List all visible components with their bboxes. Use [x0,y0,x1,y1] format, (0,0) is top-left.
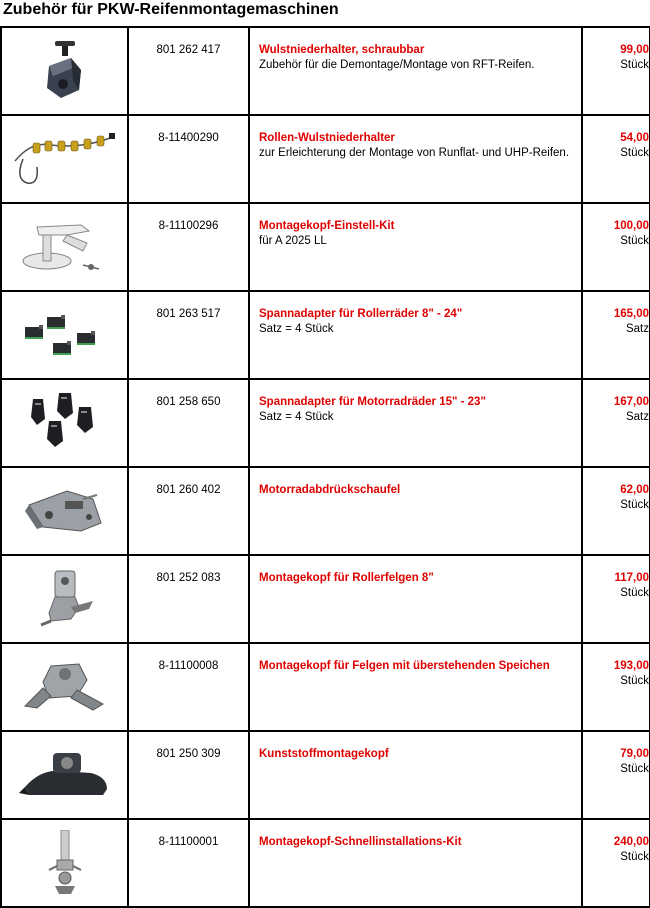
product-description: Satz = 4 Stück [259,323,334,335]
table-row [1,379,650,467]
price-amount: 99,00 [620,44,649,56]
product-name: Montagekopf für Rollerfelgen 8" [259,572,434,584]
table-row [1,115,650,203]
price-unit: Stück [620,675,649,687]
product-name: Montagekopf-Schnellinstallations-Kit [259,836,462,848]
bead-breaker-image [2,485,127,537]
product-description: Satz = 4 Stück [259,411,334,423]
price-amount: 79,00 [620,748,649,760]
product-image-cell [1,555,128,643]
price-amount: 54,00 [620,132,649,144]
product-image-cell [1,27,128,115]
price-cell [582,203,650,291]
product-image-cell [1,115,128,203]
description-cell [249,555,582,643]
product-image-cell [1,379,128,467]
page-title: Zubehör für PKW-Reifenmontagemaschinen [3,1,339,18]
table-row [1,731,650,819]
price-cell [582,291,650,379]
quick-install-image [2,830,127,896]
product-name: Montagekopf-Einstell-Kit [259,220,395,232]
article-number: 8-11100296 [128,203,249,291]
product-image-cell [1,203,128,291]
price-cell [582,115,650,203]
table-row [1,819,650,907]
product-image-cell [1,643,128,731]
product-name: Montagekopf für Felgen mit überstehenden Speichen [259,660,550,672]
price-amount: 240,00 [613,836,649,848]
description-cell [249,467,582,555]
description-cell [249,379,582,467]
product-name: Spannadapter für Rollerräder 8" - 24" [259,308,463,320]
price-cell [582,555,650,643]
product-name: Spannadapter für Motorradräder 15" - 23" [259,396,486,408]
scooter-adapter-image [2,307,127,363]
price-unit: Stück [620,763,649,775]
price-amount: 100,00 [613,220,649,232]
article-number: 801 258 650 [128,379,249,467]
price-cell [582,27,650,115]
product-description: für A 2025 LL [259,235,327,247]
description-cell [249,731,582,819]
product-image-cell [1,731,128,819]
price-unit: Satz [625,323,649,335]
description-cell [249,203,582,291]
motorcycle-adapter-image [2,391,127,455]
roller-chain-image [2,131,127,187]
article-number: 8-11100008 [128,643,249,731]
scooter-head-image [2,567,127,631]
article-number: 801 252 083 [128,555,249,643]
price-unit: Stück [620,499,649,511]
description-cell [249,819,582,907]
product-description: Zubehör für die Demontage/Montage von RFT-Reifen. [259,59,535,71]
price-unit: Stück [620,147,649,159]
price-cell [582,467,650,555]
description-cell [249,291,582,379]
price-cell [582,379,650,467]
price-amount: 117,00 [614,572,649,584]
table-row [1,291,650,379]
plastic-head-image [2,747,127,803]
description-cell [249,643,582,731]
article-number: 801 263 517 [128,291,249,379]
article-number: 8-11100001 [128,819,249,907]
product-description: zur Erleichterung der Montage von Runflat- und UHP-Reifen. [259,147,570,159]
article-number: 8-11400290 [128,115,249,203]
article-number: 801 260 402 [128,467,249,555]
product-name: Wulstniederhalter, schraubbar [259,44,425,56]
price-unit: Stück [620,851,649,863]
product-image-cell [1,291,128,379]
price-unit: Stück [620,235,649,247]
product-image-cell [1,467,128,555]
description-cell [249,27,582,115]
article-number: 801 262 417 [128,27,249,115]
price-unit: Stück [620,587,649,599]
table-row [1,643,650,731]
table-row [1,27,650,115]
spoke-head-image [2,658,127,716]
product-name: Kunststoffmontagekopf [259,748,389,760]
price-amount: 167,00 [613,396,649,408]
price-cell [582,731,650,819]
table-row [1,555,650,643]
product-name: Rollen-Wulstniederhalter [259,132,395,144]
price-unit: Satz [625,411,649,423]
article-number: 801 250 309 [128,731,249,819]
product-image-cell [1,819,128,907]
price-amount: 193,00 [613,660,649,672]
price-amount: 165,00 [613,308,649,320]
price-unit: Stück [620,59,649,71]
price-cell [582,643,650,731]
adjustment-kit-image [2,217,127,277]
product-table [0,26,650,908]
price-cell [582,819,650,907]
screw-clamp-image [2,40,127,102]
table-row [1,203,650,291]
description-cell [249,115,582,203]
price-amount: 62,00 [620,484,649,496]
product-name: Motorradabdrückschaufel [259,484,401,496]
table-row [1,467,650,555]
